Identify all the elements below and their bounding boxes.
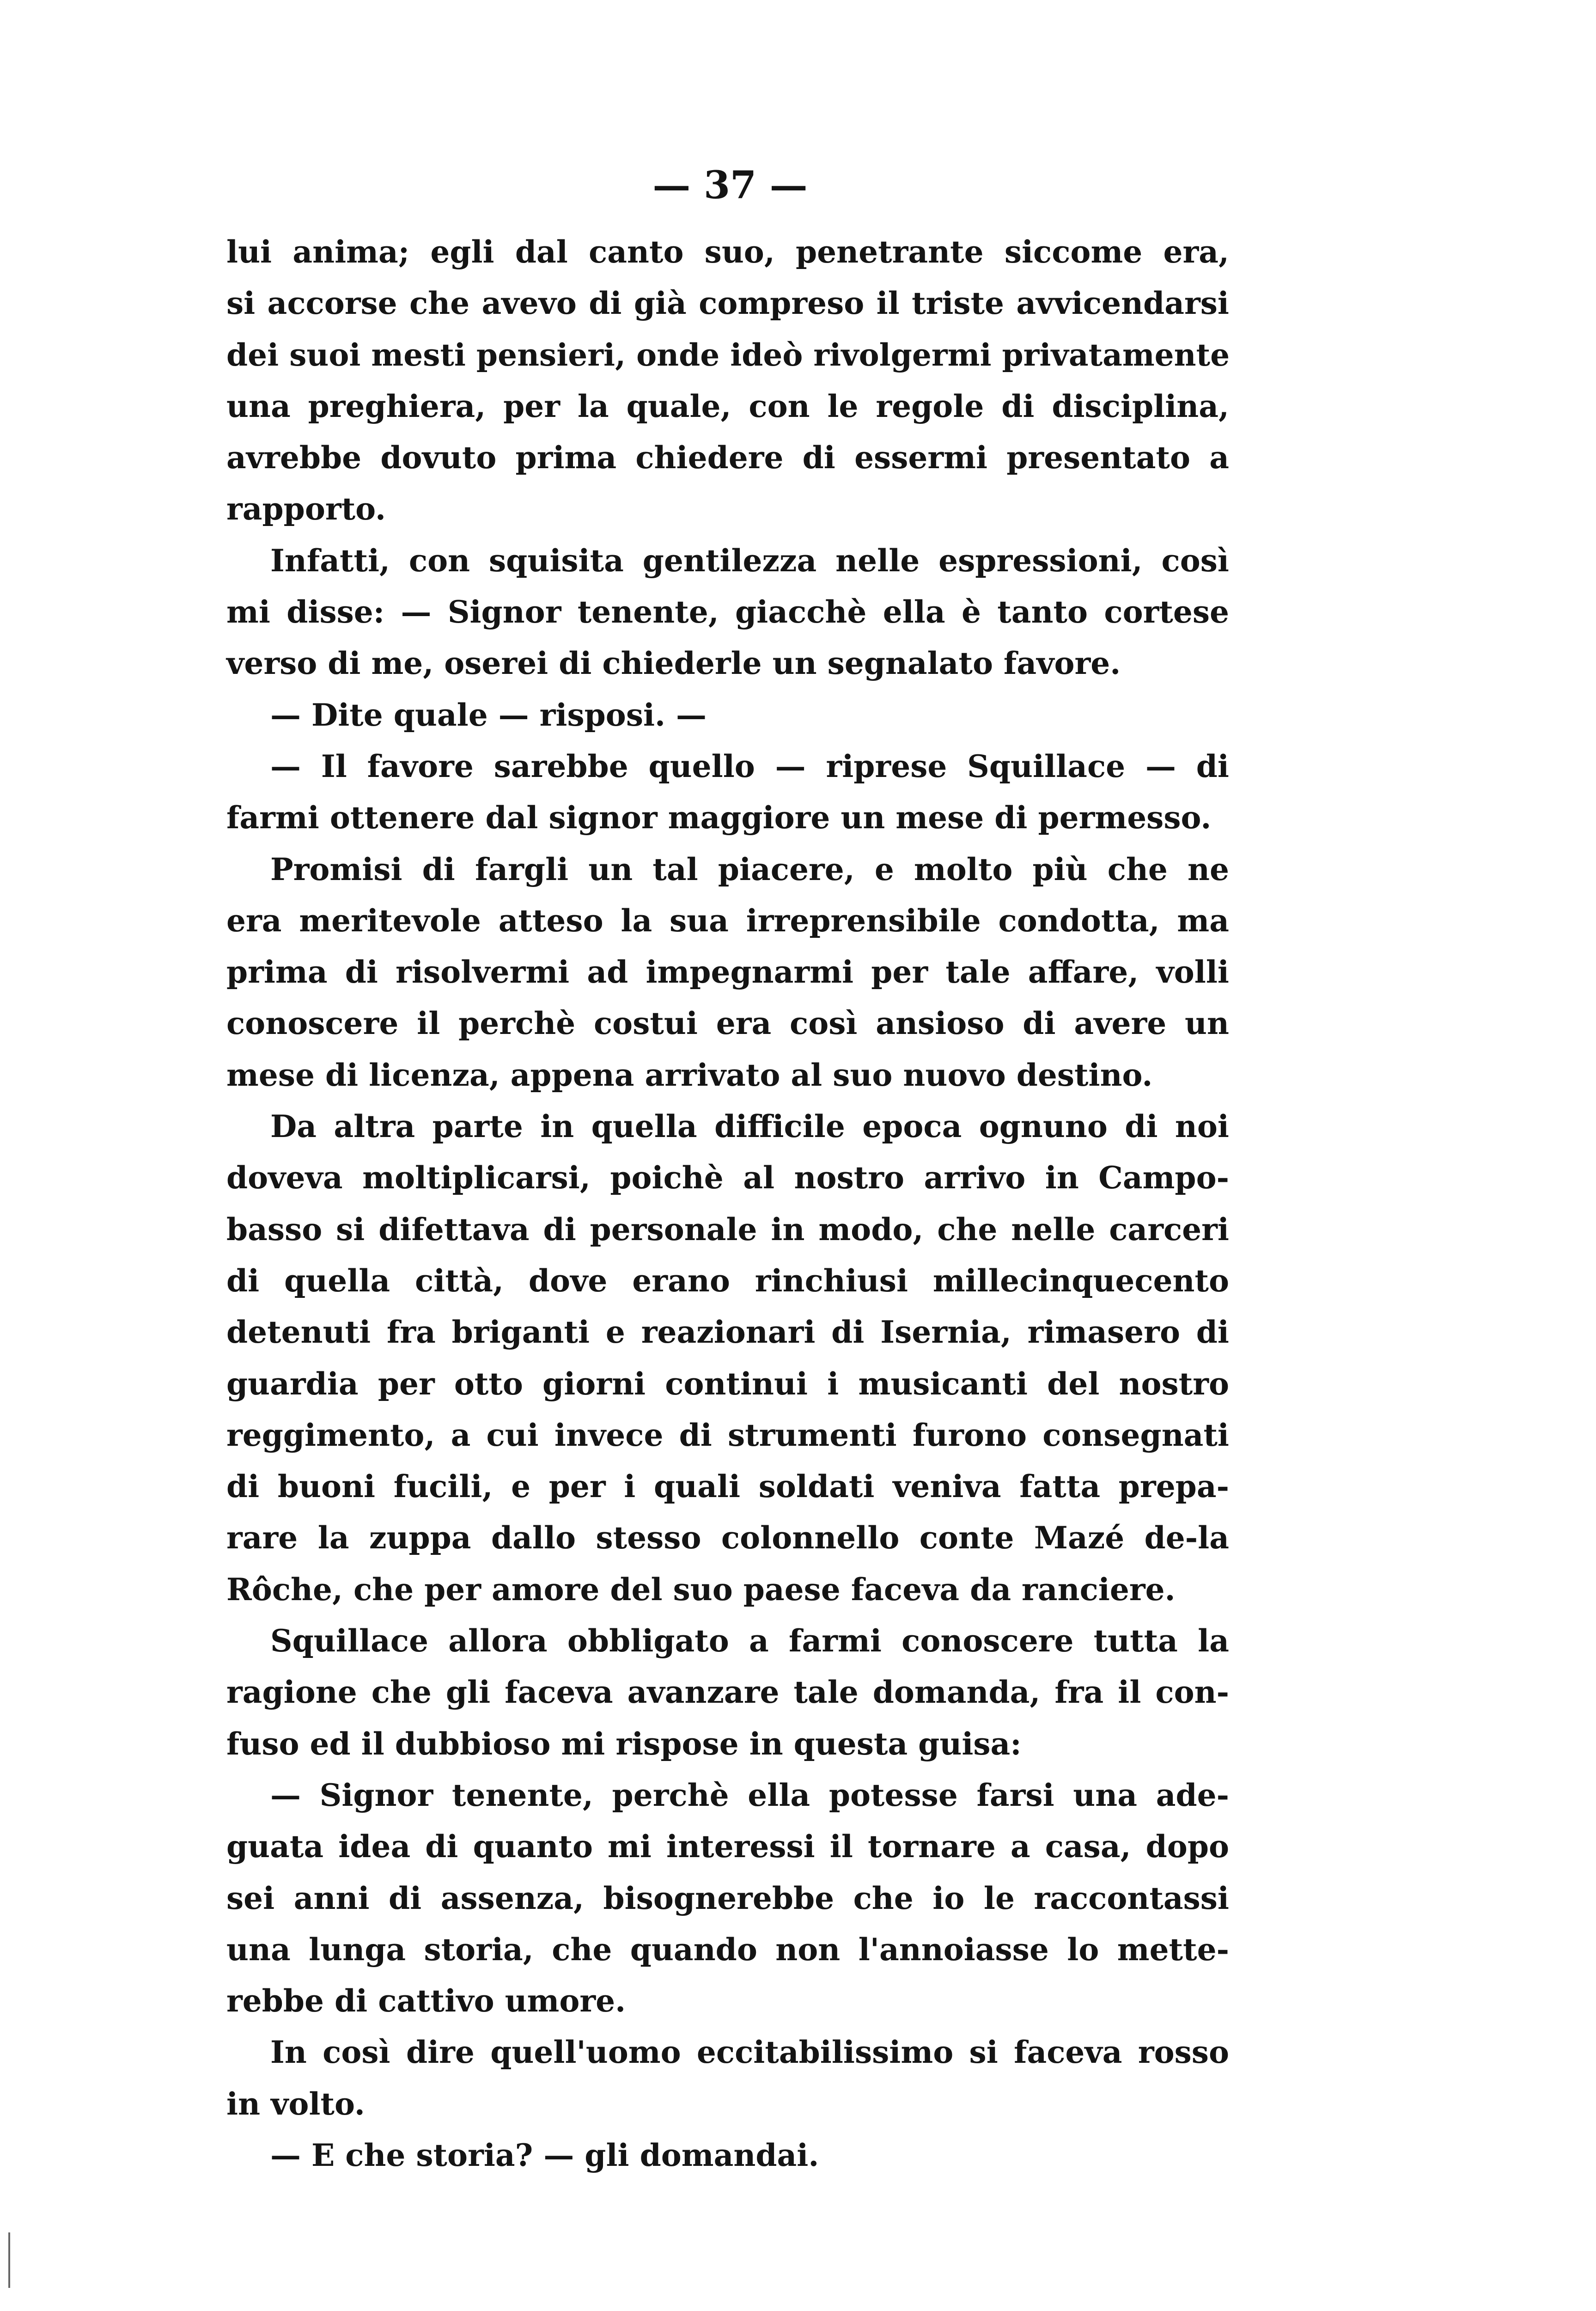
text-line: Promisi di fargli un tal piacere, e molto più che ne: [270, 851, 1229, 887]
text-line: avrebbe dovuto prima chiedere di essermi presentato a: [226, 440, 1229, 476]
text-line: Infatti, con squisita gentilezza nelle espressioni, così: [270, 542, 1229, 579]
text-line: verso di me, oserei di chiederle un segnalato favore.: [226, 645, 1121, 682]
text-line: una preghiera, per la quale, con le regole di disciplina,: [226, 388, 1229, 424]
text-line: Da altra parte in quella difficile epoca ognuno di noi: [270, 1108, 1229, 1145]
text-line: di buoni fucili, e per i quali soldati veniva fatta prepa-: [226, 1468, 1229, 1505]
text-line: ragione che gli faceva avanzare tale domanda, fra il con-: [226, 1674, 1229, 1711]
text-line: — Il favore sarebbe quello — riprese Squillace — di: [270, 748, 1229, 784]
text-line: farmi ottenere dal signor maggiore un mese di permesso.: [226, 800, 1212, 836]
text-line: rebbe di cattivo umore.: [226, 1983, 626, 2019]
text-line: guardia per otto giorni continui i musicanti del nostro: [226, 1365, 1229, 1402]
text-line: reggimento, a cui invece di strumenti furono consegnati: [226, 1417, 1229, 1453]
text-line: detenuti fra briganti e reazionari di Isernia, rimasero di: [226, 1314, 1229, 1351]
text-line: mi disse: — Signor tenente, giacchè ella è tanto cortese: [226, 594, 1229, 630]
text-line: lui anima; egli dal canto suo, penetrante siccome era,: [226, 234, 1229, 270]
text-line: basso si difettava di personale in modo, che nelle carceri: [226, 1211, 1229, 1247]
text-line: Squillace allora obbligato a farmi conoscere tutta la: [270, 1623, 1229, 1659]
text-line: prima di risolvermi ad impegnarmi per tale affare, volli: [226, 954, 1229, 990]
text-line: sei anni di assenza, bisognerebbe che io le raccontassi: [226, 1880, 1229, 1916]
text-line: rapporto.: [226, 491, 386, 527]
text-line: guata idea di quanto mi interessi il tornare a casa, dopo: [226, 1828, 1229, 1865]
text-line: in volto.: [226, 2085, 365, 2122]
text-line: una lunga storia, che quando non l'annoiasse lo mette-: [226, 1931, 1229, 1968]
text-line: mese di licenza, appena arrivato al suo nuovo destino.: [226, 1057, 1153, 1093]
text-line: dei suoi mesti pensieri, onde ideò rivolgermi privatamente: [226, 336, 1230, 373]
text-line: conoscere il perchè costui era così ansioso di avere un: [226, 1005, 1229, 1042]
text-line: — Signor tenente, perchè ella potesse farsi una ade-: [270, 1777, 1229, 1813]
text-line: In così dire quell'uomo eccitabilissimo si faceva rosso: [270, 2034, 1229, 2071]
page-number: — 37 —: [652, 163, 808, 208]
text-line: — Dite quale — risposi. —: [270, 697, 707, 733]
margin-mark: [8, 2232, 10, 2288]
text-line: era meritevole atteso la sua irreprensibile condotta, ma: [226, 902, 1229, 939]
text-line: doveva moltiplicarsi, poichè al nostro arrivo in Campo-: [226, 1160, 1229, 1196]
text-line: — E che storia? — gli domandai.: [270, 2137, 819, 2173]
text-line: fuso ed il dubbioso mi rispose in questa guisa:: [226, 1725, 1022, 1762]
text-line: rare la zuppa dallo stesso colonnello conte Mazé de-la: [226, 1520, 1229, 1556]
text-line: si accorse che avevo di già compreso il triste avvicendarsi: [226, 285, 1229, 322]
body-text: [226, 226, 1229, 2181]
text-line: Rôche, che per amore del suo paese faceva da ranciere.: [226, 1571, 1176, 1608]
text-line: di quella città, dove erano rinchiusi millecinquecento: [226, 1262, 1229, 1299]
